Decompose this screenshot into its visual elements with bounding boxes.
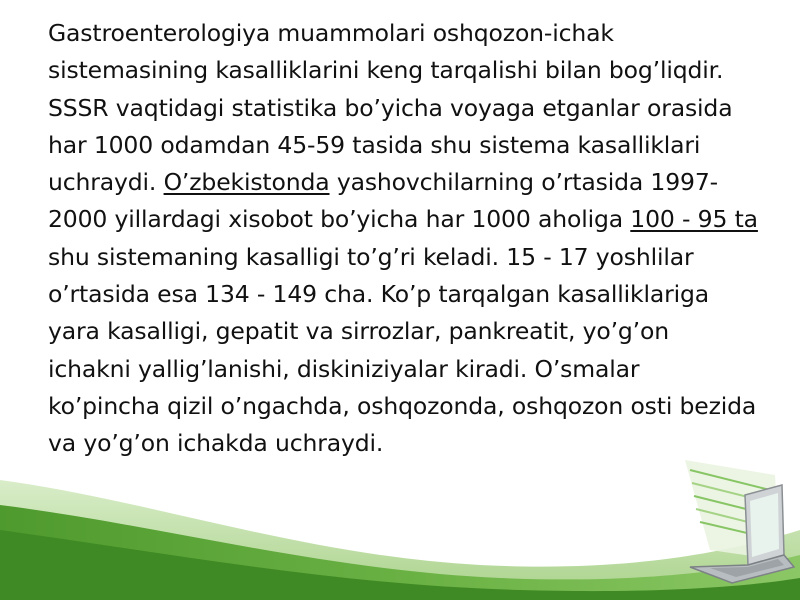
- link-100-95-ta[interactable]: 100 - 95 ta: [630, 205, 758, 234]
- laptop-with-data-beam-icon: [650, 455, 795, 590]
- link-ozbekistonda[interactable]: O’zbekistonda: [163, 168, 330, 197]
- slide-body-paragraph: [48, 15, 758, 463]
- paragraph-text-part-3: shu sistemaning kasalligi to’g’ri keladi. 15 - 17 yoshlilar o’rtasida esa 134 - 149 cha. Ko’p tarqalgan kasalliklariga yara kasalligi, gepatit va sirrozlar, pankreatit, yo’g’on ichakni yallig’lanishi, diskiniziyalar kiradi. O’smalar ko’pincha qizil o’ngachda, oshqozonda, oshqozon osti bezida va yo’g’on ichakda uchraydi.: [48, 242, 757, 458]
- paragraph-text-part-2: yashovchilarning o’rtasida 1997-2000 yillardagi xisobot bo’yicha har 1000 aholiga: [48, 168, 718, 234]
- paragraph-text-part-1: Gastroenterologiya muammolari oshqozon-ichak sistemasining kasalliklarini keng tarqalishi bilan bog’liqdir. SSSR vaqtidagi statistika bo’yicha voyaga etganlar orasida har 1000 odamdan 45-59 tasida shu sistema kasalliklari uchraydi.: [48, 19, 733, 197]
